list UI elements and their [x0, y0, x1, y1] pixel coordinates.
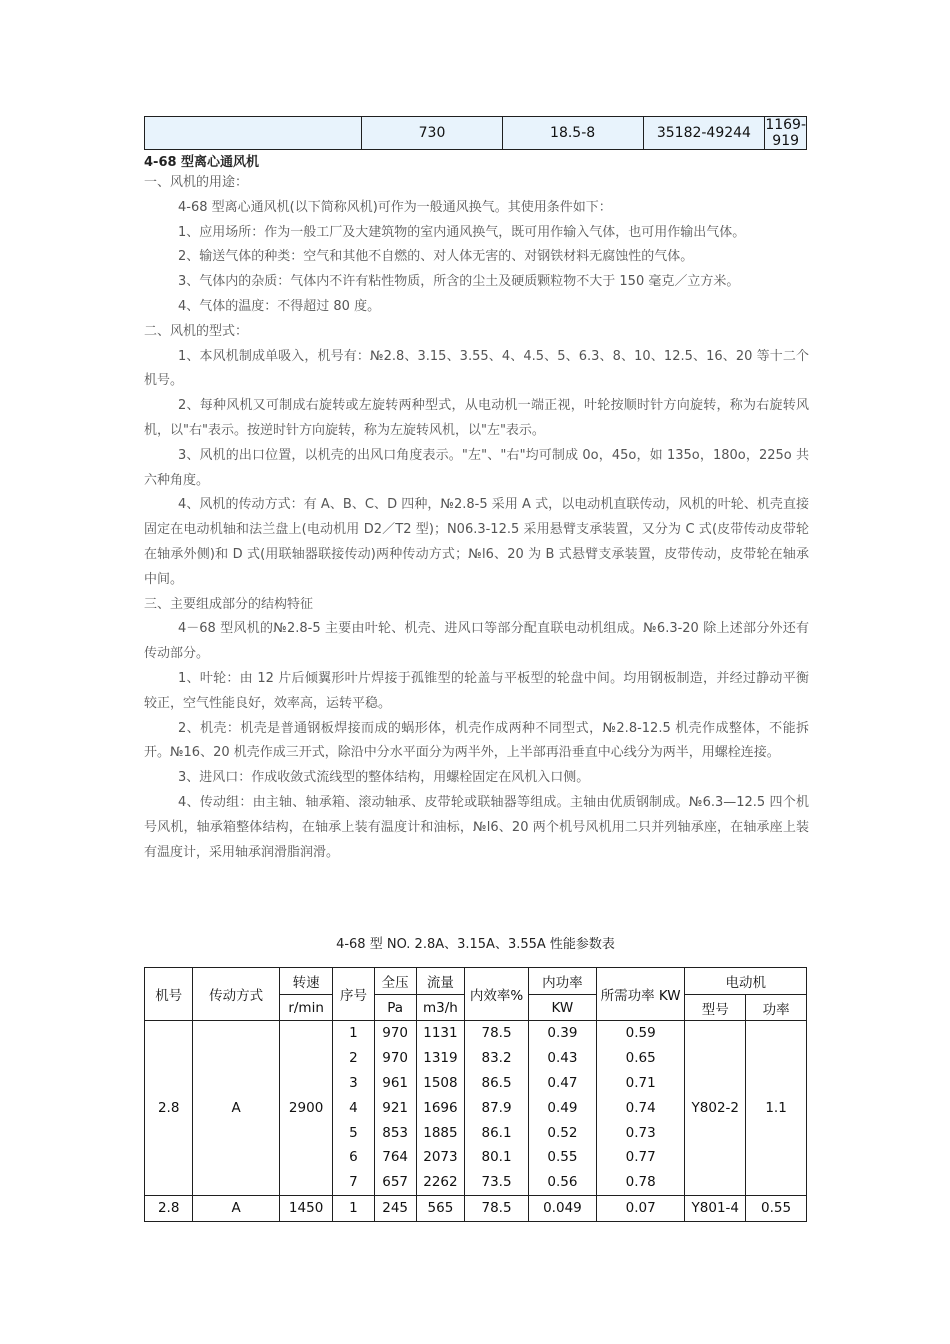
performance-table: [144, 967, 807, 1222]
table-cell: [145, 117, 362, 150]
table-title: 4-68 型 NO. 2.8A、3.15A、3.55A 性能参数表: [336, 937, 615, 952]
table-cell: 78.5: [465, 1195, 529, 1221]
table-cell: 2262: [416, 1170, 464, 1195]
table-cell: 0.55: [528, 1145, 596, 1170]
table-cell: 2: [333, 1046, 374, 1071]
table-cell: 7: [333, 1170, 374, 1195]
table-cell: 1131: [416, 1021, 464, 1046]
table-cell: 970: [374, 1046, 416, 1071]
header-cell: 内效率%: [465, 968, 529, 1021]
table-cell: 5: [333, 1120, 374, 1145]
table-row: [145, 1021, 807, 1046]
paragraph: 4、传动组：由主轴、轴承箱、滚动轴承、皮带轮或联轴器等组成。主轴由优质钢制成。№6.3—12.5 四个机号风机，轴承箱整体结构，在轴承上装有温度计和油标，№l6、20 两个机号风机用二只并列轴承座，在轴承座上装有温度计，采用轴承润滑脂润滑。: [144, 794, 809, 860]
table-cell: 853: [374, 1120, 416, 1145]
table-cell: 1696: [416, 1095, 464, 1120]
table-cell: A: [193, 1021, 279, 1196]
table-cell: 657: [374, 1170, 416, 1195]
table-cell: 35182-49244: [643, 117, 765, 150]
table-cell: 3: [333, 1071, 374, 1096]
header-row: [145, 968, 807, 995]
table-cell: 0.52: [528, 1120, 596, 1145]
paragraph: 一、风机的用途：: [144, 175, 249, 190]
table-cell: 0.77: [596, 1145, 685, 1170]
table-cell: 245: [374, 1195, 416, 1221]
table-cell: 1508: [416, 1071, 464, 1096]
paragraph: 4、气体的温度：不得超过 80 度。: [178, 298, 381, 314]
header-cell: r/min: [279, 995, 333, 1021]
paragraph: 4、风机的传动方式：有 A、B、C、D 四种，№2.8-5 采用 A 式，以电动机直联传动，风机的叶轮、机壳直接固定在电动机轴和法兰盘上(电动机用 D2／T2 型)；N06.3-12.5 采用悬臂支承装置，又分为 C 式(皮带传动皮带轮在轴承外侧)和 D 式(用联轴器联接传动)两种传动方式；№l6、20 为 B 式悬臂支承装置，皮带传动，皮带轮在轴承中间。: [144, 497, 809, 587]
table-cell: 0.43: [528, 1046, 596, 1071]
table-cell: 0.47: [528, 1071, 596, 1096]
header-cell: 所需功率 KW: [596, 968, 685, 1021]
table-cell: 0.59: [596, 1021, 685, 1046]
header-cell: KW: [528, 995, 596, 1021]
header-cell: 序号: [333, 968, 374, 1021]
paragraph: 1、应用场所：作为一般工厂及大建筑物的室内通风换气，既可用作输入气体，也可用作输出气体。: [178, 224, 746, 240]
paragraph: 3、进风口：作成收敛式流线型的整体结构，用螺栓固定在风机入口侧。: [178, 770, 590, 786]
table-cell: 0.39: [528, 1021, 596, 1046]
header-cell: 功率: [746, 995, 807, 1021]
table-cell: 18.5-8: [502, 117, 643, 150]
table-cell: 1.1: [746, 1021, 807, 1196]
paragraph: 1、叶轮：由 12 片后倾翼形叶片焊接于孤锥型的轮盖与平板型的轮盘中间。均用钢板制造，并经过静动平衡较正，空气性能良好，效率高，运转平稳。: [144, 670, 809, 711]
document-body: [144, 171, 809, 865]
table-cell: 764: [374, 1145, 416, 1170]
table-cell: 2900: [279, 1021, 333, 1196]
table-cell: 1450: [279, 1195, 333, 1221]
table-cell: 83.2: [465, 1046, 529, 1071]
table-cell: 0.55: [746, 1195, 807, 1221]
table-cell: 78.5: [465, 1021, 529, 1046]
paragraph: 2、机壳：机壳是普通钢板焊接而成的蜗形体，机壳作成两种不同型式，№2.8-12.5 机壳作成整体，不能拆开。№16、20 机壳作成三开式，除沿中分水平面分为两半外，上半部再沿垂直中心线分为两半，用螺栓连接。: [144, 720, 809, 761]
header-cell: 机号: [145, 968, 193, 1021]
table-cell: 73.5: [465, 1170, 529, 1195]
table-cell: 87.9: [465, 1095, 529, 1120]
paragraph: 3、气体内的杂质：气体内不许有粘性物质，所含的尘土及硬质颗粒物不大于 150 毫克／立方米。: [178, 274, 740, 290]
table-cell: 4: [333, 1095, 374, 1120]
table-cell: 0.56: [528, 1170, 596, 1195]
table-cell: 0.65: [596, 1046, 685, 1071]
header-cell: 流量: [416, 968, 464, 995]
header-cell: m3/h: [416, 995, 464, 1021]
table-cell: 730: [362, 117, 502, 150]
table-cell: 0.71: [596, 1071, 685, 1096]
section-heading: 4-68 型离心通风机: [144, 155, 260, 170]
paragraph: 4-68 型离心通风机(以下简称风机)可作为一般通风换气。其使用条件如下：: [178, 199, 612, 215]
table-cell: 921: [374, 1095, 416, 1120]
table-cell: 0.74: [596, 1095, 685, 1120]
table-cell: 1: [333, 1195, 374, 1221]
paragraph: 三、主要组成部分的结构特征: [144, 596, 314, 612]
table-cell: 2073: [416, 1145, 464, 1170]
table-cell: 0.73: [596, 1120, 685, 1145]
header-cell: 传动方式: [193, 968, 279, 1021]
paragraph: 1、本风机制成单吸入，机号有：№2.8、3.15、3.55、4、4.5、5、6.3、8、10、12.5、16、20 等十二个机号。: [144, 348, 809, 389]
table-row: [145, 117, 807, 150]
header-cell: 型号: [685, 995, 746, 1021]
table-cell: 1319: [416, 1046, 464, 1071]
table-cell: 961: [374, 1071, 416, 1096]
table-cell: 0.49: [528, 1095, 596, 1120]
header-cell: 转速: [279, 968, 333, 995]
table-cell: 970: [374, 1021, 416, 1046]
header-cell: Pa: [374, 995, 416, 1021]
table-cell: 6: [333, 1145, 374, 1170]
paragraph: 2、输送气体的种类：空气和其他不自燃的、对人体无害的、对钢铁材料无腐蚀性的气体。: [178, 249, 694, 265]
table-row: [145, 1195, 807, 1221]
header-cell: 内功率: [528, 968, 596, 995]
table-cell: A: [193, 1195, 279, 1221]
paragraph: 2、每种风机又可制成右旋转或左旋转两种型式，从电动机一端正视，叶轮按顺时针方向旋转，称为右旋转风机，以"右"表示。按逆时针方向旋转，称为左旋转风机，以"左"表示。: [144, 398, 809, 438]
paragraph: 二、风机的型式：: [144, 323, 249, 339]
table-cell: 1885: [416, 1120, 464, 1145]
table-cell: 1: [333, 1021, 374, 1046]
header-cell: 全压: [374, 968, 416, 995]
table-cell: 0.07: [596, 1195, 685, 1221]
table-cell: 80.1: [465, 1145, 529, 1170]
table-cell: 565: [416, 1195, 464, 1221]
top-partial-table: [144, 116, 807, 150]
table-cell: Y801-4: [685, 1195, 746, 1221]
table-cell: Y802-2: [685, 1021, 746, 1196]
table-cell: 86.5: [465, 1071, 529, 1096]
paragraph: 4－68 型风机的№2.8-5 主要由叶轮、机壳、进风口等部分配直联电动机组成。№6.3-20 除上述部分外还有传动部分。: [144, 621, 809, 662]
header-cell: 电动机: [685, 968, 807, 995]
table-cell: 0.049: [528, 1195, 596, 1221]
paragraph: 3、风机的出口位置，以机壳的出风口角度表示。"左"、"右"均可制成 0o，45o，如 135o，180o，225o 共六种角度。: [144, 447, 809, 488]
table-cell: 0.78: [596, 1170, 685, 1195]
table-cell: 2.8: [145, 1195, 193, 1221]
table-cell: 1169-919: [765, 117, 806, 149]
table-cell: 2.8: [145, 1021, 193, 1196]
table-cell: 86.1: [465, 1120, 529, 1145]
